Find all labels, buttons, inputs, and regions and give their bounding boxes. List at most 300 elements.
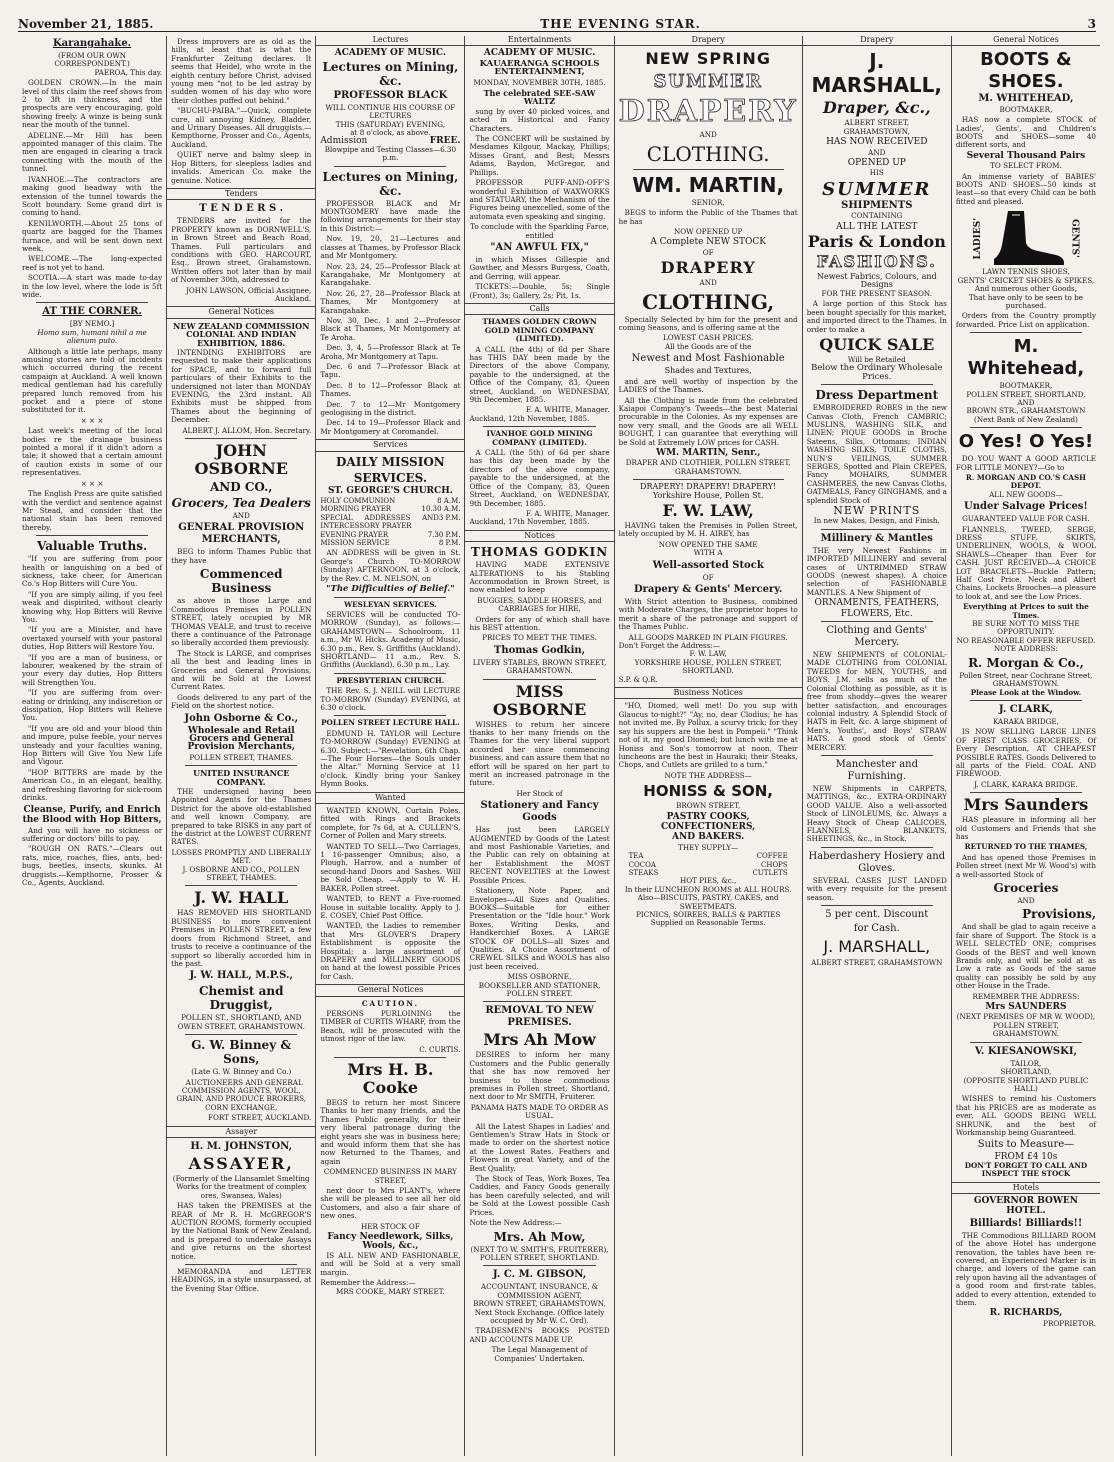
ad-title: J. MARSHALL, (823, 937, 931, 956)
paragraph: A CALL (the 4th) of 6d per Share has THIS DAY been made by the Directors of the above Company, payable to the undersigned, at the Office of the Company, 83, Queen street, Auckland, on WEDNESDAY, 9th December, 1885. (469, 344, 610, 405)
paragraph: as above in those Large and Commodious Premises in POLLEN STREET, lately occupied by MR THOMAS VEALE, and trust to receive there a continuance of the Patronage so liberally accorded them previously. (171, 596, 312, 648)
ad-line: F. W. LAW, (689, 649, 727, 659)
ad-title: Mrs Ah Mow (483, 1030, 596, 1050)
ad-title: ACADEMY OF MUSIC. (334, 48, 447, 59)
ad-subtitle: Clothing and Gents' Mercery. (826, 625, 928, 649)
list-item: Dec. 14 to 19—Professor Black and Mr Montgomery at Coromandel. (320, 418, 461, 436)
ad-subtitle: AND CO., (209, 480, 273, 495)
ad-subtitle: for Cash. (853, 923, 900, 934)
paragraph: in which Misses Gillespie and Gowther, and Messrs Burgess, Coath, and Gerring, will appear. (469, 254, 610, 281)
ad-title: PRESBYTERIAN CHURCH. (336, 675, 445, 685)
ad-title: BOOTS & SHOES. (980, 49, 1072, 93)
section-header: Calls (465, 303, 613, 315)
ad-line: Remember the Address:— (320, 1278, 416, 1288)
paragraph: THE very Newest Fashions in IMPORTED MILLINERY and several cases of UNTRIMMED STRAW GOODS (newest shapes). A choice selection of FASHIONABLE MANTLES. A New Shipment of (806, 545, 947, 597)
table-row: HOLY COMMUNION 8 A.M. (320, 497, 461, 506)
paragraph: PROFESSOR PUFF-AND-OFF'S wonderful Exhibition of WAXWORKS and STATUARY, the Mechanism of the Figures being unexcelled, some of the automata even speaking and singing. (469, 178, 610, 221)
ad-subtitle: Commenced Business (199, 567, 283, 596)
separator: × × × (80, 415, 104, 425)
column-2 (167, 36, 316, 1456)
ad-line: MISS OSBORNE, (507, 972, 572, 982)
newspaper-columns (18, 36, 1100, 1456)
gents-label: GENTS' (1069, 218, 1080, 258)
ad-line: OF (702, 572, 714, 582)
ad-address: POLLEN STREET, (993, 1020, 1059, 1030)
list-item: Nov. 30, Dec. 1 and 2—Professor Black at Thames, Mr Montgomery at Te Aroha. (320, 315, 461, 342)
ad-title: WESLEYAN SERVICES. (344, 599, 437, 609)
ad-subtitle: Provisions, (1022, 907, 1097, 922)
ad-address: FORT STREET, AUCKLAND. (207, 1113, 312, 1123)
ad-line: WILL CONTINUE HIS COURSE OF LECTURES (325, 102, 456, 121)
boot-icon (986, 209, 1066, 267)
table-row: SPECIAL ADDRESSES AND INTERCESSORY PRAYER 3 P.M. (320, 513, 461, 531)
ad-line: (Formerly of the Llansamlet Smelting Works for the treatment of complex ores, Swansea, Wales) (172, 1173, 310, 1200)
paragraph: DO YOU WANT A GOOD ARTICLE FOR LITTLE MONEY?—Go to (955, 454, 1097, 472)
ad-title: V. KIESANOWSKI, (974, 1045, 1077, 1057)
ad-line: That have only to be seen to be purchased. (968, 292, 1083, 310)
ad-line: HER STOCK OF (360, 1221, 420, 1231)
ad-line: Please Look at the Window. (970, 687, 1082, 697)
paragraph: "ROUGH ON RATS."—Clears out rats, mice, roaches, flies, ants, bed-bugs, beetles, insects, skunks. At druggists.—Kempthorne, Prosser & Co., Agents, Auckland. (22, 844, 163, 887)
ad-line: THEY SUPPLY— (678, 842, 739, 852)
paragraph: SERVICES will be conducted TO-MORROW (Sunday), as follows:— GRAHAMSTOWN— Schoolroom, 11 a.m., Mr W. Hicks. Academy of Music, 6.30 p.m., Rev. S. Griffiths (Auckland). SHORTLAND— 11 a.m., Rev. S. Griffiths (Auckland). 6.30 p.m., Lay. (320, 609, 461, 670)
paragraph: BEGS to return her most Sincere Thanks to her many friends, and the Thames Public generally, for their very liberal patronage during the eight years she was in business here; and would inform them that she has now Returned to the Thames, and again (320, 1098, 461, 1166)
ad-line: ACCOUNTANT, INSURANCE, & COMMISSION AGENT, (480, 1282, 599, 1300)
paragraph: And has opened those Premises in Pollen street (next Mr W. Wood's) with a well-assorted Stock of (955, 852, 1097, 879)
ad-address: SHORTLAND, (1000, 1067, 1052, 1077)
ad-title: HOTEL. (1006, 1206, 1046, 1217)
column-3 (316, 36, 465, 1456)
ad-subtitle: Fancy Needlework, Silks, Wools, &c., (327, 1232, 454, 1251)
ad-title: O Yes! O Yes! (958, 431, 1094, 453)
ad-heading: Cleanse, Purify, and Enrich the Blood with Hop Bitters, (22, 804, 162, 825)
paragraph: BEGS to inform the Public of the Thames that he has (618, 208, 798, 226)
ad-subtitle: R. Morgan & Co., (968, 655, 1084, 670)
ad-subtitle: "The Difficulties of Belief." (326, 584, 455, 595)
ad-title: Lectures on Mining, &c. (322, 59, 459, 88)
ad-subtitle: Under Salvage Prices! (964, 501, 1088, 513)
ad-line: BE SURE NOT TO MISS THE OPPORTUNITY. (972, 619, 1080, 637)
paragraph: "If you are a man of business, or labourer, weakened by the strain of your every day duties, Hop Bitters will Strengthen You. (22, 652, 163, 687)
ad-line: Supplied on Reasonable Terms. (650, 918, 766, 928)
ad-line: In their LUNCHEON ROOMS at ALL HOURS. (624, 884, 792, 894)
admission-label: Admission (320, 136, 368, 147)
ad-title: F. W. LAW, (662, 500, 754, 520)
ad-line: ALL NEW GOODS— (989, 489, 1063, 499)
ad-subtitle: M. WHITEHEAD, (978, 93, 1074, 105)
byline: (FROM OUR OWN CORRESPONDENT.) (54, 51, 130, 69)
ad-subtitle: J. W. HALL, M.P.S., (189, 970, 293, 982)
ad-subtitle: 5 per cent. Discount (825, 909, 929, 920)
ad-line: AND (1017, 896, 1035, 905)
paragraph: MEMORANDA and LETTER HEADINGS, in a style unsurpassed, at the Evening Star Office. (171, 1267, 312, 1293)
ad-line: AND (868, 147, 886, 157)
paragraph: The Stock is LARGE, and comprises all the best and leading lines in Groceries and General Provisions, and will be Sold at the Lowest Current Rates. (171, 648, 312, 692)
ad-line: REMEMBER THE ADDRESS: (972, 991, 1080, 1001)
ad-line: THIS (SATURDAY) EVENING, (335, 119, 446, 129)
ad-line: NO REASONABLE OFFER REFUSED. (956, 635, 1096, 645)
ad-line: To conclude with the Sparkling Farce, entitled (470, 222, 609, 240)
ad-title: CAUTION. (361, 998, 419, 1008)
boot-illustration (956, 208, 1096, 268)
table-row: MORNING PRAYER 10.30 A.M. (320, 505, 461, 514)
ad-subtitle: Newest and Most Fashionable (631, 353, 785, 365)
list-item: COCOA (628, 860, 656, 869)
ad-subtitle: DRAPERY (660, 258, 756, 278)
ad-line: CONTAINING (851, 211, 903, 221)
paragraph: NEW SHIPMENTS of COLONIAL-MADE CLOTHING from COLONIAL TWEEDS for MEN, YOUTHS, and BOYS. J.M. sells as much of the Colonial Clothing as possible, as it is free from shoddy—gives the wearer better satisfaction, and encourages colonial industry. A Splendid Stock of HATS in Felt, &c. A large shipment of Men's, Youths', and Boys' STRAW HATS. A good stock of Gents' MERCERY. (806, 650, 947, 752)
ad-line: FOR THE PRESENT SEASON. (821, 288, 933, 298)
ad-subtitle: PASTRY COOKS, (666, 811, 750, 822)
dateline: PAEROA, This day. (94, 67, 163, 77)
ad-line: NOTE THE ADDRESS— (664, 770, 752, 780)
ad-title: JOHN OSBORNE (194, 441, 288, 479)
paragraph: TRADESMEN'S BOOKS POSTED AND ACCOUNTS MADE UP. (469, 1326, 610, 1344)
column-6 (803, 36, 952, 1456)
paragraph: AN ADDRESS will be given in St. George's Church TO-MORROW (Sunday) AFTERNOON, at 3 o'clock, by the Rev. C. M. NELSON, on (320, 548, 461, 583)
ad-subtitle: AND BAKERS. (672, 832, 745, 843)
paragraph: A CALL (the 5th) of 6d per share has this day been made by the directors of the above company, payable to the undersigned, at the Office of the Company, 83, Queen Street, Auckland, on WEDNESDAY, 9th December, 1885. (469, 448, 610, 508)
signature: F. A. WHITE, Manager. (525, 508, 610, 518)
ad-subtitle: Several Thousand Pairs (966, 150, 1086, 161)
ad-line: R. MORGAN AND CO.'S CASH DEPOT. (965, 472, 1086, 491)
ad-line: (OPPOSITE SHORTLAND PUBLIC HALL) (963, 1075, 1089, 1093)
ad-line: In new Makes, Design, and Finish. (813, 516, 940, 526)
paragraph: Although a little late perhaps, many amusing stories are told of incidents which occurred during the recent campaign at Auckland. A well known medical gentleman had his carefully prepared lunch removed from his pocket and a piece of stone substituted for it. (22, 346, 163, 415)
paragraph: WISHES to return her sincere thanks to her many friends on the Thames for the very liberal support accorded her since commencing business, and can assure them that no effort will be spared on her part to merit an increased patronage in the future. (469, 719, 610, 788)
paragraph: An immense variety of BABIES' BOOTS AND SHOES—50 kinds at least—so that every Child can be both fitted and pleased. (955, 171, 1097, 206)
section-header: Hotels (952, 1182, 1100, 1194)
ad-subtitle: John Osborne & Co., (184, 712, 299, 724)
table-row: MISSION SERVICE 8 P.M. (320, 539, 461, 548)
byline: [BY NEMO.] (69, 319, 115, 329)
section-header: Lectures (316, 36, 464, 46)
ad-address: POLLEN STREET, SHORTLAND, (966, 389, 1086, 399)
signature: C. CURTIS. (419, 1044, 461, 1054)
ad-address: BROWN STREET, GRAHAMSTOWN, Next Stock Exchange. (Office lately occupied by Mr W. C. Ord). (473, 1299, 606, 1325)
ad-line: WITH A (693, 548, 723, 558)
ad-subtitle: Grocers, Tea Dealers (171, 496, 311, 511)
paragraph: IS ALL NEW AND FASHIONABLE, and will be Sold at a very small margin. (320, 1250, 461, 1277)
paragraph: HAVING taken the Premises in Pollen Street, lately occupied by M. H. AIREY, has (618, 520, 798, 539)
article-title: AT THE CORNER. (42, 306, 142, 318)
paragraph: With Strict attention to Business, combined with Moderate Charges, the proprietor hopes to merit a share of the patronage and support of the Thames Public. (618, 597, 798, 632)
list-item: Dec. 6 and 7—Professor Black at Tapu. (320, 361, 461, 380)
ad-title: WM. MARTIN, (632, 172, 785, 197)
ad-subtitle: NEW PRINTS (833, 504, 921, 517)
ad-address: Pollen Street, near Cochrane Street, GRAHAMSTOWN. (959, 670, 1093, 689)
paragraph: IS NOW SELLING LARGE LINES OF FIRST CLASS GROCERIES, Of Every Description, AT CHEAPEST POSSIBLE RATES. Goods Delivered to all parts of the Field. COAL AND FIREWOOD. (955, 727, 1097, 779)
paragraph: The Stock of Teas, Work Boxes, Tea Caddies, and Fancy Goods generally has been carefully selected, and will be Sold at the Lowest possible Cash Prices. (469, 1174, 610, 1217)
paragraph: NEW Shipments in CARPETS, MATTINGS, &c., EXTRA-ORDINARY GOOD VALUE. Also a well-assorted Stock of LINOLEUMS, &c. Always a Heavy Stock of Cheap CALICOES, FLANNELS, BLANKETS, SHEETINGS, &c., in Stock. (806, 783, 947, 844)
column-1 (18, 36, 167, 1456)
ad-subtitle: A Complete NEW STOCK (650, 237, 766, 248)
paragraph: Dress improvers are as old as the hills, at least that is what the Frankfurter Zeitung declares. It seems that Heidel, who wrote in the eighth century before Christ, advised young men "not to be led astray by sudden women of his day who wore their clothes puffed out behind." (171, 37, 312, 105)
ad-line: (NEXT PREMISES OF MR W. WOOD), (956, 1012, 1096, 1022)
section-header: Notices (465, 530, 613, 542)
ad-line: Shades and Textures, (664, 366, 752, 376)
ad-line: Don't Forget the Address:— (618, 641, 721, 651)
ad-title: THAMES GOLDEN CROWN GOLD MINING COMPANY (LIMITED). (482, 317, 597, 344)
list-item: Nov. 19, 20, 21—Lectures and classes at Thames, by Professor Black and Mr Montgomery. (320, 234, 461, 261)
paragraph: Goods delivered to any part of the Field on the shortest notice. (171, 692, 312, 711)
paragraph: "If you are a Minister, and have overtaxed yourself with your pastoral duties, Hop Bitters will Restore You. (22, 625, 163, 652)
section-header: Entertainments (465, 36, 613, 46)
ad-address: (NEXT TO W. SMITH'S, FRUITERER), POLLEN STREET, SHORTLAND. (470, 1244, 609, 1262)
paragraph: EDMUND H. TAYLOR will Lecture TO-MORROW (Sunday) EVENING at 6.30. Subject:—"Revelation, 6th Chap.—The Four Horses—the Souls under the Altar." Morning Service at 11 o'clock. Kindly bring your Sankey Hymn Books. (320, 728, 461, 789)
signature: ALBERT J. ALLOM, Hon. Secretary. (182, 425, 312, 435)
ladies-label: LADIES' (972, 217, 983, 259)
paragraph: TICKETS:—Double, 5s; Single (Front), 3s; Gallery, 2s; Pit, 1s. (469, 282, 610, 300)
paragraph: "If you are simply ailing, if you feel weak and dispirited, without clearly knowing why, Hop Bitters will Revive You. (22, 589, 163, 624)
ad-line: at 8 o'clock, as above. (350, 128, 431, 138)
ad-title: DAILY MISSION (336, 454, 445, 469)
ad-date: Auckland, 17th November, 1885. (469, 517, 590, 527)
list-item: STEAKS (628, 868, 659, 877)
paragraph: ADELINE.—Mr Hill has been appointed manager of this claim. The men are engaged in clearing a track connecting with the mouth of the tunnel. (22, 130, 163, 174)
ad-title: THOMAS GODKIN (470, 545, 609, 560)
ad-line: HIS (869, 168, 884, 178)
motto: Homo sum, humani nihil a me alienum puto. (37, 327, 147, 346)
ad-line: PRICES TO MEET THE TIMES. (482, 633, 597, 643)
paragraph: and are well worthy of inspection by the LADIES of the Thames. (618, 376, 798, 395)
ad-subtitle: Suits to Measure— (977, 1139, 1075, 1151)
ad-date: Auckland, 12th November, 1885. (469, 413, 590, 423)
ad-title: SERVICES. (353, 470, 428, 485)
paragraph: Stationery, Note Paper, and Envelopes—All Sizes and Qualities. BOOKS—Suitable for either Presentation or the "Idle hour." Work Boxes, Writing Desks, and Handkerchief Boxes. A LARGE STOCK OF DOLLS—all Sizes and Qualities. A Choice Assortment of CREWEL SILKS and WOOLS has also just been received. (469, 886, 610, 971)
paragraph: Orders for any of which shall have his BEST attention. (469, 614, 610, 632)
ad-subtitle: CLOTHING, (642, 289, 775, 314)
ad-subtitle: Mrs. Ah Mow, (493, 1229, 586, 1244)
ad-line: Will be Retailed (847, 354, 906, 364)
paragraph: All the Clothing is made from the celebrated Kaiapoi Company's Tweeds—the best Material procurable in the Colonies. As my expenses are now very small, and the Goods are all WELL BOUGHT, I can guarantee that everything will be Sold at Extremely LOW prices for CASH. (618, 395, 798, 447)
paragraph: SEVERAL CASES JUST LANDED with every requisite for the present season. (806, 875, 947, 902)
ad-subtitle: GENERAL PROVISION MERCHANTS, (178, 522, 305, 546)
paragraph: HAS REMOVED HIS SHORTLAND BUSINESS to more convenient Premises in POLLEN STREET, a few doors from Richmond Street, and trusts to receive a continuance of the support so liberally accorded him in the past. (171, 908, 312, 968)
ad-title: Mrs Saunders (963, 795, 1089, 815)
paragraph: HAS pleasure in informing all her old Customers and Friends that she has (955, 815, 1097, 841)
ad-line: OPENED UP (847, 158, 906, 169)
paragraph: INTENDING EXHIBITORS are requested to make their applications for SPACE, and to forward full particulars of their Exhibits to the undersigned not later than MONDAY EVENING, the 23rd instant. All Exhibits must be shipped from Thames about the beginning of December. (171, 348, 312, 425)
ad-address: YORKSHIRE HOUSE, POLLEN STREET, SHORTLAND. (634, 657, 782, 676)
ad-title: J. C. M. GIBSON, (492, 1269, 587, 1281)
paragraph: KENILWORTH.—About 25 tons of quartz are bagged for the Thames furnace, and will be sent down next week. (22, 218, 163, 253)
masthead (18, 10, 1096, 32)
paragraph: "If you are suffering from poor health or languishing on a bed of sickness, take cheer, for American Co.'s Hop Bitters will Cure You. (22, 554, 163, 589)
paragraph: WANTED TO SELL—Two Carriages, 1 16-passenger Omnibus; also, a Plough, Harrow, and a number of second-hand Doors and Sashes. Will be Sold Cheap. —Apply to W. H. BAKER, Pollen street. (320, 841, 461, 893)
ad-address: BOOKSELLER AND STATIONER, POLLEN STREET. (478, 980, 601, 998)
ad-line: Newest Fabrics, Colours, and Designs (816, 272, 937, 290)
ad-line: ORNAMENTS, FEATHERS, (814, 598, 940, 609)
ad-subtitle: "AN AWFUL FIX," (490, 241, 589, 253)
paragraph: "If you are suffering from over-eating or drinking, any indiscretion or dissipation, Hop Bitters will Relieve You. (22, 688, 163, 723)
paragraph: sung by over 40 picked voices, and acted in Historical and Fancy Characters. (469, 106, 610, 133)
ad-title: KAUAERANGA SCHOOLS ENTERTAINMENT, (479, 58, 600, 78)
ad-subtitle: ASSAYER, (188, 1153, 294, 1173)
paragraph: "HOP BITTERS are made by the American Co., in an elegant, healthy, and refreshing flavoring for sick-room drinks. (22, 767, 163, 803)
column-5 (615, 36, 803, 1456)
ad-line: DON'T FORGET TO CALL AND INSPECT THE STOCK (964, 1160, 1088, 1179)
paragraph: AUCTIONEERS AND GENERAL COMMISSION AGENTS, WOOL, GRAIN, AND PRODUCE BROKERS, CORN EXCHANGE, (176, 1077, 307, 1112)
ad-title: T E N D E R S . (199, 203, 284, 215)
ad-line: PICNICS, SOIREES, BALLS & PARTIES (636, 910, 781, 919)
ad-title: J. MARSHALL, (811, 49, 943, 98)
paragraph: PERSONS PURLOINING the TIMBER of CURTIS WHARF, from the Beach, will be prosecuted with the utmost rigor of the law. (320, 1008, 461, 1044)
paragraph: HAS now a complete STOCK of Ladies', Gents', and Children's BOOTS and SHOES—some 40 different sorts, and (955, 115, 1097, 150)
paragraph: FLANNELS, TWEED, SERGE, DRESS STUFF, SKIRTS, UNDERLINEN, WOOLS, & WOOL SHAWLS—Cheaper than Ever for CASH. JUST RECEIVED—A CHOICE LOT BRACELETS—Buckle Pattern; Half Cost Price. Neck and Albert Chains, Lockets Brooches—a pleasure to look at, and see the Low Prices. (955, 524, 1097, 601)
ad-line: BUGGIES, SADDLE HORSES, and CARRIAGES for HIRE, (477, 595, 602, 614)
ad-subtitle: Millinery & Mantles (820, 532, 933, 544)
ad-line: AND (699, 130, 717, 140)
section-header: Business Notices (615, 687, 802, 699)
paragraph: PROFESSOR BLACK and Mr MONTGOMERY have made the following arrangements for their stay in this District:— (320, 198, 461, 233)
paragraph: WANTED, to RENT a Five-roomed House in suitable locality. Apply to J. E. COSEY, Chief Post Office. (320, 894, 461, 920)
ad-title: G. W. Binney & Sons, (191, 1038, 292, 1067)
section-header: General Notices (952, 36, 1100, 46)
issue-date: November 21, 1885. (18, 17, 154, 31)
ad-title: J. W. HALL (194, 888, 289, 908)
list-item: Dec. 8 to 12—Professor Black at Thames. (320, 380, 461, 399)
paragraph: The English Press are quite satisfied with the verdict and sentence against Mr Stead, and consider that the national stain has been removed thereby. (22, 489, 163, 532)
table-row: EVENING PRAYER 7.30 P.M. (320, 530, 461, 539)
ad-subtitle: Well-assorted Stock (652, 559, 764, 571)
paragraph: next door to Mrs PLANT's, where she will be pleased to see all her old Customers, and also a fair share of new ones. (320, 1186, 461, 1221)
paragraph: And shall be glad to again receive a fair share of Support. The Stock is a WELL SELECTED ONE; comprises Goods of the BEST and well known Brands only, and will be sold at as Low a rate as Goods of the same quality can possibly be sold by any other House in the Trade. (955, 922, 1097, 991)
ad-line: The Legal Management of Companies' Undertaken. (491, 1345, 588, 1363)
list-item: Nov. 26, 27, 28—Professor Black at Thames, Mr Montgomery at Karangahake. (320, 288, 461, 315)
paragraph: WANTED, the Ladies to remember that Mrs GLOVER'S Drapery Establishment is opposite the Hospital; a large assortment of DRAPERY and MILLINERY GOODS on hand at the lowest possible Prices for Cash. (320, 921, 461, 981)
ad-line: ALL THE LATEST (836, 221, 918, 232)
ad-line: AND (232, 511, 250, 521)
ad-line: FROM £4 10s (994, 1152, 1058, 1163)
ad-line: S.P. & Q.R. (618, 674, 658, 684)
section-header: Wanted (316, 792, 464, 804)
ad-address: MRS COOKE, MARY STREET. (335, 1286, 445, 1296)
column-7 (952, 36, 1100, 1456)
section-header: Drapery (615, 36, 802, 46)
ad-title: CLOTHING. (646, 141, 770, 166)
separator: × × × (80, 478, 104, 488)
ad-address: GRAHAMSTOWN. (992, 1029, 1060, 1039)
admission-value: FREE. (429, 136, 461, 147)
paragraph: THE Commodious BILLIARD ROOM of the above Hotel has undergone renovation, the tables have been re-covered, an Experienced Marker is in charge, and lovers of the game can rely upon having all the advantages of a good room and first-rate tables, added to every attention, extended to them. (955, 1230, 1097, 1308)
ad-subtitle: Mrs SAUNDERS (985, 1002, 1067, 1013)
paragraph: WISHES to remind his Customers that his PRICES are as moderate as ever, ALL GOODS BEING WELL SHRUNK, and the best of Workmanship being Guaranteed. (955, 1094, 1097, 1137)
paragraph: Orders from the Country promptly forwarded. Price List on application. (955, 311, 1097, 329)
ad-line: Blowpipe and Testing Classes—6.30 p.m. (324, 144, 457, 163)
ad-line: Everything at Prices to suit the Times. (963, 602, 1089, 620)
article-title: Valuable Truths. (37, 539, 148, 554)
ad-line: OF (702, 247, 714, 257)
paragraph: Specially Selected by him for the present and coming Seasons, and is offering same at the (618, 314, 798, 333)
list-item: Nov. 23, 24, 25—Professor Black at Karangahake, Mr Montgomery at Karangahake. (320, 261, 461, 288)
ad-subtitle: Manchester and Furnishing. (835, 758, 918, 782)
section-header: Services (316, 439, 464, 451)
ad-address: ALBERT STREET, GRAHAMSTOWN (811, 958, 943, 967)
ad-title: Mrs H. B. Cooke (347, 1060, 434, 1097)
paragraph: EMBROIDERED ROBES in the new Canvas Cloth, French CAMBRIC; MUSLINS, WASHING SILK, and LINEN; PIQUE GOODS in Broche Sateens, Silks, Ottomans; INDIAN WASHING SILKS, TOILE CLOTHS, NUN'S VEILINGS, SUMMER SERGES, Spotted and Plain CREPES, Fancy MOHAIRS, SUMMER CASHMERES, the new Canvas Cloths, OATMEALS, Fancy GINGHAMS, and a splendid Stock of (806, 403, 947, 505)
list-item: CUTLETS (752, 868, 788, 877)
list-item: Dec. 7 to 12—Mr Montgomery geologising in the district. (320, 399, 461, 417)
ad-line: NOTE ADDRESS: (993, 644, 1058, 654)
ad-subtitle: Wholesale and Retail Grocers and General Provision Merchants, (187, 725, 295, 753)
paragraph: And you will have no sickness or suffering or doctors' bills to pay. (22, 825, 163, 843)
paragraph: GOLDEN CROWN.—In the main level of this claim the reef shows from 2 to 3ft in thickness, and the prospects are very encouraging, gold showing freely. A winze is being sunk near the mouth of the tunnel. (22, 78, 163, 130)
paragraph: THE Rev. S. J. NEILL will LECTURE TO-MORROW (Sunday) EVENING, at 6.30 o'clock. (320, 686, 461, 712)
ad-subtitle: R. RICHARDS, (989, 1308, 1063, 1319)
ad-address: DRAPER AND CLOTHIER, POLLEN STREET, GRAHAMSTOWN. (625, 458, 791, 476)
section-header: Drapery (803, 36, 951, 46)
ad-line: PANAMA HATS MADE TO ORDER AS USUAL. (470, 1102, 609, 1121)
ad-line: Also—BISCUITS, PASTRY, CAKES, and SWEETMEATS. (637, 893, 779, 911)
paragraph: All the Latest Shapes in Ladies' and Gentlemen's Straw Hats in Stock or made to order on the shortest notice at the Lowest Rates. Feathers and Flowers in great Variety, and of the Best Quality. (469, 1121, 610, 1173)
ad-line: PROPRIETOR. (1043, 1318, 1097, 1328)
paragraph: SCOTIA.—A start was made to-day in the low level, where the lode is 5ft wide. (22, 273, 163, 299)
ad-title: H. M. JOHNSTON, (190, 1140, 293, 1152)
ad-subtitle: Dress Department (815, 388, 939, 403)
ad-line: NOW OPENED UP (674, 227, 743, 237)
signature: JOHN LAWSON, Official Assignee, Auckland. (186, 285, 312, 303)
paragraph: DESIRES to inform her many Customers and the Public generally that she has now removed her business to those commodious premises in Pollen street, Shortland, next door to Mr SMITH, Fruiterer. (469, 1050, 610, 1102)
ad-line: Note the New Address:— (469, 1218, 562, 1228)
paragraph: IVANHOE.—The contractors are making good headway with the extension of the tunnel towards the Scott boundary. Some grand dirt is coming to hand. (22, 174, 163, 218)
paragraph: HAS taken the PREMISES at the REAR of Mr R. H. McGREGOR'S AUCTION ROOMS, formerly occupied by the National Bank of New Zealand, and is prepared to undertake Assays and give returns on the shortest notice. (171, 1201, 312, 1261)
paragraph: QUIET nerve and balmy sleep in Hop Bitters, for sleepless ladies and invalids. American Co. make the genuine. Notice. (171, 150, 312, 185)
ad-subtitle: QUICK SALE (819, 334, 935, 354)
ad-line: LOWEST CASH PRICES. (663, 333, 754, 343)
list-item: COFFEE (756, 852, 788, 861)
ad-address: ALBERT STREET, (844, 118, 910, 128)
paragraph: "HO, Diomed, well met! Do you sup with Glaucus to-night?" "Ay, no, dear Clodius; he has not invited me. By Pollux, a scurvy trick; for they say his suppers are the best in Pompeii." "Think not of it, my good Diomed; but lunch with me at Honiss and Son's tomorrow at noon. Their luncheons are the best in Hauraki; their Steaks, Chops, and Cutlets are grilled to a turn." (618, 701, 798, 770)
ad-line: LOSSES PROMPTLY AND LIBERALLY MET. (171, 847, 311, 866)
ad-line: Below the Ordinary Wholesale Prices. (811, 363, 943, 382)
ad-address: POLLEN ST., SHORTLAND, AND OWEN STREET, GRAHAMSTOWN. (177, 1013, 305, 1031)
ad-line: TO SELECT FROM. (990, 161, 1062, 171)
ad-line: Her Stock of (516, 788, 563, 798)
ad-line: Yorkshire House, Pollen St. (652, 490, 764, 500)
ad-title: M. Whitehead, (967, 336, 1085, 380)
ad-subtitle: Stationery and Fancy Goods (480, 800, 599, 824)
ad-line: ALL GOODS MARKED IN PLAIN FIGURES. (628, 632, 788, 642)
ad-address: GRAHAMSTOWN, (843, 126, 910, 136)
ad-title: NEW ZEALAND COMMISSION COLONIAL AND INDIAN EXHIBITION, 1886. (173, 320, 310, 348)
article-title: Karangahake. (52, 38, 132, 49)
section-header: Tenders (167, 188, 315, 200)
ad-line: DRAPERY! DRAPERY! DRAPERY! (640, 482, 777, 492)
paper-title: THE EVENING STAR. (540, 17, 701, 31)
signature: F. A. WHITE, Manager. (525, 405, 610, 415)
ad-title: SUMMER (653, 71, 763, 93)
ad-title: MISS OSBORNE (492, 681, 587, 719)
ad-line: FLOWERS, Etc. (840, 608, 913, 619)
ad-line: GUARANTEED VALUE FOR CASH. (962, 514, 1090, 524)
ad-subtitle: FASHIONS. (816, 252, 937, 272)
ad-subtitle: WM. MARTIN, Senr., (655, 447, 761, 458)
paragraph: "If you are old and your blood thin and impure, pulse feeble, your nerves unsteady and your faculties waning, Hop Bitters will Give You New Life and Vigour. (22, 723, 163, 767)
ad-address: J. OSBORNE AND CO., POLLEN STREET, THAMES. (182, 864, 300, 883)
ad-title: HONISS & SON, (643, 782, 774, 801)
ad-subtitle: Draper, &c., (822, 98, 931, 118)
ad-line: NOW OPENED THE SAME (658, 539, 758, 549)
ad-subtitle: ST. GEORGE'S CHURCH. (327, 485, 453, 496)
ad-line: RETURNED TO THE THAMES, (964, 842, 1088, 852)
ad-subtitle: Paris & London (807, 232, 946, 252)
paragraph: WELCOME.—The long-expected reef is not yet to hand. (22, 254, 163, 272)
ad-line: KARAKA BRIDGE, (992, 716, 1059, 726)
ad-line: BROWN STREET, (676, 801, 741, 811)
ad-subtitle: PROFESSOR BLACK (333, 89, 448, 101)
ad-line: LAWN TENNIS SHOES, (982, 267, 1070, 277)
